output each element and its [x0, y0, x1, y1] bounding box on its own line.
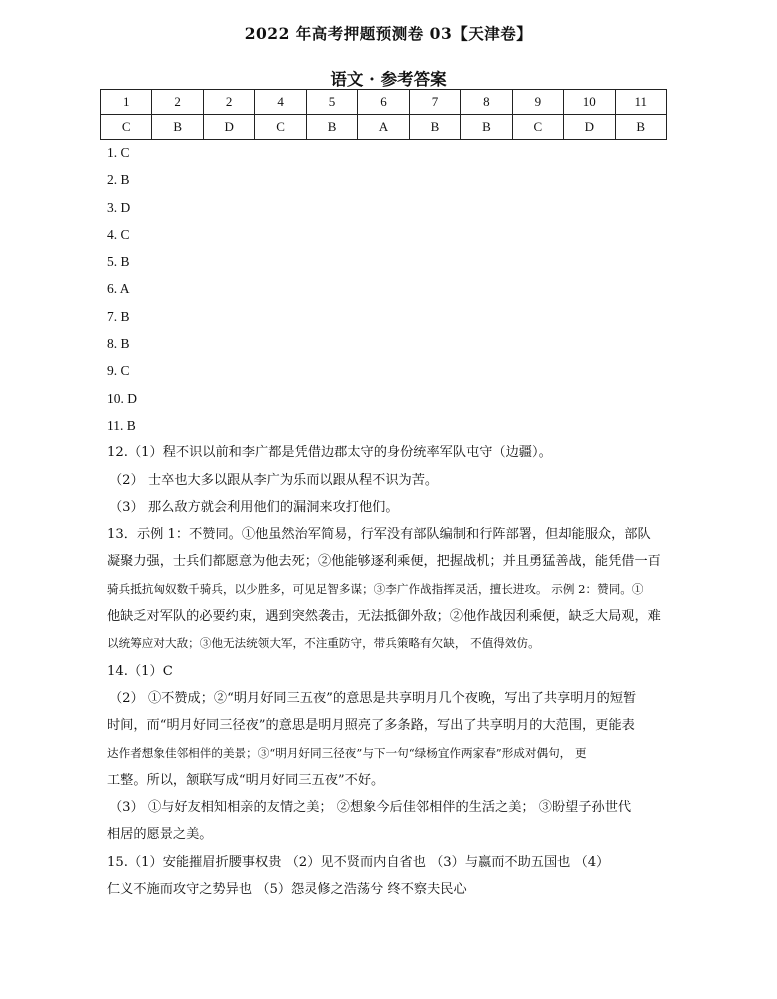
answer-line: 以统筹应对大敌；③他无法统领大军，不注重防守，带兵策略有欠缺， 不值得效仿。: [107, 636, 540, 651]
answer-line: 4. C: [107, 226, 130, 242]
answer-cell: A: [358, 115, 409, 140]
answer-line: 11. B: [107, 417, 136, 433]
answer-cell: C: [255, 115, 306, 140]
answer-line: 3. D: [107, 199, 131, 215]
answer-line: 仁义不施而攻守之势异也 （5）怨灵修之浩荡兮 终不察夫民心: [107, 882, 467, 898]
question-number-cell: 1: [101, 90, 152, 115]
answer-line: 7. B: [107, 308, 130, 324]
answer-cell: B: [409, 115, 460, 140]
answer-line: 1. C: [107, 145, 130, 160]
document-title: 2022 年高考押题预测卷 03【天津卷】: [244, 24, 533, 43]
answer-line: 8. B: [107, 336, 130, 352]
answer-line: 14.（1）C: [107, 663, 173, 679]
answer-cell: C: [101, 115, 152, 140]
answer-line: 时间，而“明月好同三径夜”的意思是明月照亮了多条路，写出了共享明月的大范围，更能表: [107, 718, 635, 734]
question-number-cell: 9: [512, 90, 563, 115]
answer-line: 达作者想象佳邻相伴的美景；③“明月好同三径夜”与下一句“绿杨宜作两家春”形成对偶句， 更: [107, 745, 587, 760]
answer-line: 15.（1）安能摧眉折腰事权贵 （2）见不贤而内自省也 （3）与嬴而不助五国也 （4）: [107, 854, 610, 870]
answer-line: （2） 士卒也大多以跟从李广为乐而以跟从程不识为苦。: [109, 472, 439, 488]
answer-line: 9. C: [107, 363, 130, 379]
answer-line: 凝聚力强，士兵们都愿意为他去死；②他能够逐利乘便，把握战机；并且勇猛善战，能凭借一百: [107, 554, 661, 570]
question-number-cell: 11: [615, 90, 666, 115]
answer-line: 5. B: [107, 254, 130, 270]
answer-line: 10. D: [107, 390, 137, 406]
question-number-cell: 10: [564, 90, 615, 115]
answer-line: 骑兵抵抗匈奴数千骑兵，以少胜多，可见足智多谋；③李广作战指挥灵活，擅长进攻。 示例 2：赞同。①: [107, 581, 644, 596]
answer-cell: C: [512, 115, 563, 140]
answer-row: [101, 115, 667, 140]
answer-line: 2. B: [107, 172, 130, 188]
answer-line: 12.（1）程不识以前和李广都是凭借边郡太守的身份统率军队屯守（边疆）。: [107, 445, 552, 461]
question-number-cell: 6: [358, 90, 409, 115]
answer-cell: B: [306, 115, 357, 140]
answer-cell: B: [152, 115, 203, 140]
answer-cell: D: [564, 115, 615, 140]
question-number-row: [101, 90, 667, 115]
answer-body: [107, 142, 687, 906]
question-number-cell: 8: [461, 90, 512, 115]
question-number-cell: 2: [203, 90, 254, 115]
answer-line: （3） 那么敌方就会利用他们的漏洞来攻打他们。: [109, 499, 399, 515]
answer-line: （2） ①不赞成；②“明月好同三五夜”的意思是共享明月几个夜晚，写出了共享明月的短暂: [109, 690, 637, 706]
document-subtitle: 语文 · 参考答案: [330, 70, 447, 89]
question-number-cell: 7: [409, 90, 460, 115]
answer-table: [100, 89, 667, 140]
answer-line: （3） ①与好友相知相亲的友情之美； ②想象今后佳邻相伴的生活之美； ③盼望子孙世代: [109, 800, 632, 816]
question-number-cell: 5: [306, 90, 357, 115]
answer-line: 他缺乏对军队的必要约束，遇到突然袭击，无法抵御外敌；②他作战因利乘便，缺乏大局观，难: [107, 609, 661, 625]
answer-cell: B: [615, 115, 666, 140]
answer-line: 13．示例 1：不赞同。①他虽然治军简易，行军没有部队编制和行阵部署，但却能服众，部队: [107, 527, 651, 543]
answer-line: 相居的愿景之美。: [107, 827, 213, 843]
answer-cell: D: [203, 115, 254, 140]
answer-cell: B: [461, 115, 512, 140]
answer-line: 工整。所以，颔联写成“明月好同三五夜”不好。: [107, 772, 385, 788]
question-number-cell: 2: [152, 90, 203, 115]
question-number-cell: 4: [255, 90, 306, 115]
answer-line: 6. A: [107, 281, 130, 297]
